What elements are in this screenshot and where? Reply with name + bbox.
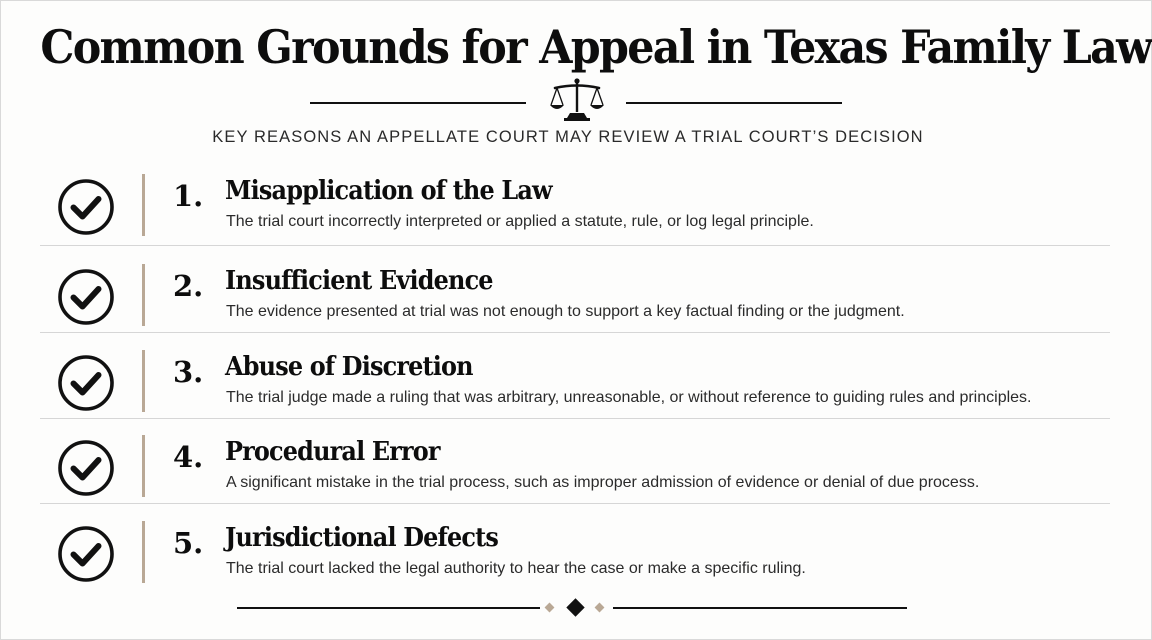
check-circle-icon bbox=[57, 525, 115, 583]
ground-heading: Insufficient Evidence bbox=[225, 266, 493, 296]
ground-description: The evidence presented at trial was not enough to support a key factual finding or the judgment. bbox=[226, 303, 905, 320]
title-rule-left bbox=[310, 102, 526, 104]
row-divider bbox=[40, 332, 1110, 333]
check-circle-icon bbox=[57, 178, 115, 236]
check-circle-icon bbox=[57, 354, 115, 412]
footer-rule-right bbox=[613, 607, 907, 609]
accent-bar bbox=[142, 350, 145, 412]
ground-number: 5. bbox=[173, 526, 204, 560]
check-circle-icon bbox=[57, 268, 115, 326]
ground-number: 3. bbox=[173, 355, 204, 389]
row-divider bbox=[40, 245, 1110, 246]
accent-bar bbox=[142, 264, 145, 326]
ground-heading: Abuse of Discretion bbox=[225, 352, 473, 382]
ground-number: 1. bbox=[173, 179, 204, 213]
ground-number: 2. bbox=[173, 269, 204, 303]
title-rule-right bbox=[626, 102, 842, 104]
footer-rule-left bbox=[237, 607, 540, 609]
ground-item bbox=[0, 348, 1152, 434]
ground-item bbox=[0, 262, 1152, 348]
accent-bar bbox=[142, 435, 145, 497]
page-title: Common Grounds for Appeal in Texas Family Law bbox=[40, 20, 1152, 74]
row-divider bbox=[40, 503, 1110, 504]
page-subtitle: KEY REASONS AN APPELLATE COURT MAY REVIEW A TRIAL COURT’S DECISION bbox=[212, 128, 924, 146]
accent-bar bbox=[142, 174, 145, 236]
accent-bar bbox=[142, 521, 145, 583]
ground-item bbox=[0, 433, 1152, 519]
ground-heading: Misapplication of the Law bbox=[225, 176, 552, 206]
ground-heading: Jurisdictional Defects bbox=[225, 523, 498, 553]
ground-item bbox=[0, 519, 1152, 605]
row-divider bbox=[40, 418, 1110, 419]
check-circle-icon bbox=[57, 439, 115, 497]
ground-description: The trial court lacked the legal authority to hear the case or make a specific ruling. bbox=[226, 560, 806, 577]
ground-description: The trial judge made a ruling that was arbitrary, unreasonable, or without reference to guiding rules and principles. bbox=[226, 389, 1032, 406]
ground-description: A significant mistake in the trial process, such as improper admission of evidence or denial of due process. bbox=[226, 474, 980, 491]
balance-scale-icon bbox=[549, 76, 605, 122]
ground-number: 4. bbox=[173, 440, 204, 474]
ground-heading: Procedural Error bbox=[225, 437, 440, 467]
ground-description: The trial court incorrectly interpreted or applied a statute, rule, or log legal principle. bbox=[226, 213, 814, 230]
